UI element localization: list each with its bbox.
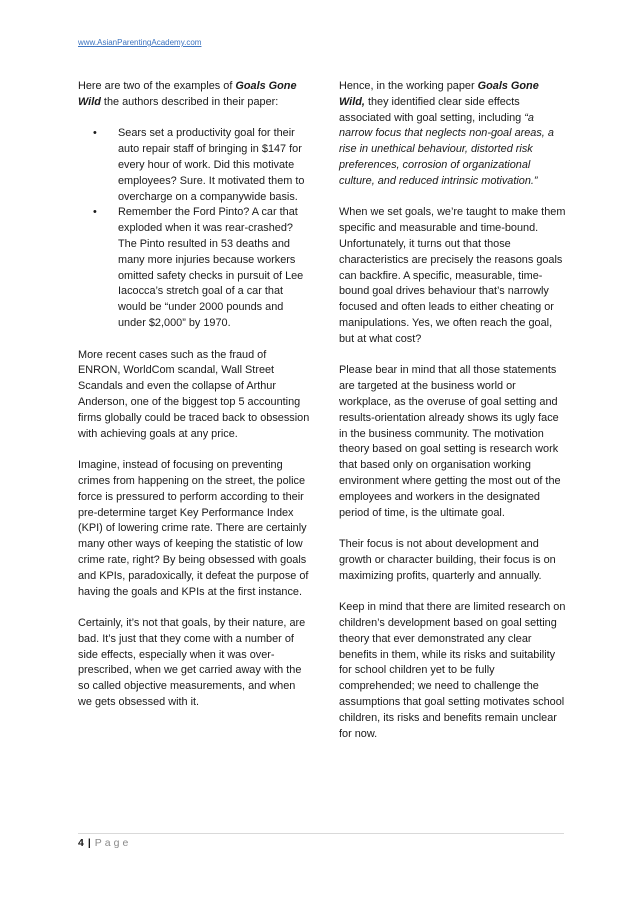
list-item-text: Remember the Ford Pinto? A car that exploded when it was rear-crashed? The Pinto resulted in 53 deaths and many more injuries because workers omitted safety checks in pursuit of Lee Iacocca’s stretch goal of a car that would be “under 2000 pounds and under $2,000” by 1970. bbox=[118, 206, 304, 329]
hence-paragraph bbox=[339, 79, 567, 190]
focus-paragraph: Their focus is not about development and growth or character building, their focus is on maximizing profits, quarterly and annually. bbox=[339, 538, 556, 582]
paper-title: Goals Gone Wild, bbox=[339, 80, 539, 108]
page-label: Page bbox=[94, 837, 132, 849]
bullet-icon: • bbox=[93, 127, 97, 140]
examples-list bbox=[78, 126, 310, 331]
specific-paragraph: When we set goals, we’re taught to make them specific and measurable and time-bound. Unfortunately, it turns out that those characteristics are precisely the reasons goals can backfire. A specific, measurable, time-bound goal drives behaviour that’s narrowly focused and often leads to either cheating or manipulations. Yes, we often reach the goal, but at what cost? bbox=[339, 206, 566, 345]
list-item-text: Sears set a productivity goal for their auto repair staff of bringing in $147 for every hour of work. Did this motivate employees? Sure. It motivated them to overcharge on a companywide basis. bbox=[118, 127, 305, 203]
hence-text-middle: they identified clear side effects associated with goal setting, including bbox=[339, 95, 525, 124]
keep-in-mind-paragraph: Keep in mind that there are limited research on children’s development based on goal setting theory that ever demonstrated any clear benefits in them, while its risks and suitability for school children yet to be fully comprehended; we need to challenge the assumptions that goal setting motivates school children, its risks and benefits remain unclear for now. bbox=[339, 601, 566, 740]
page-number: 4 bbox=[78, 837, 84, 849]
footer-divider bbox=[78, 833, 564, 834]
list-item-sears bbox=[78, 126, 310, 205]
paper-title: Goals Gone Wild bbox=[78, 80, 297, 108]
header-url-link[interactable]: www.AsianParentingAcademy.com bbox=[78, 38, 202, 47]
list-item-pinto bbox=[78, 205, 310, 331]
intro-paragraph bbox=[78, 79, 310, 111]
page-footer bbox=[78, 837, 131, 849]
left-column bbox=[78, 79, 310, 711]
footer-separator: | bbox=[87, 837, 91, 849]
certainly-paragraph: Certainly, it’s not that goals, by their nature, are bad. It’s just that they come with a number of side effects, especially when it was over-prescribed, when we get carried away with the so called objective measurements, and when we gets obsessed with it. bbox=[78, 617, 306, 709]
right-column bbox=[339, 79, 567, 742]
cases-paragraph: More recent cases such as the fraud of ENRON, WorldCom scandal, Wall Street Scandals and even the collapse of Arthur Anderson, one of the biggest top 5 accounting firms globally could be traced back to obsession with achieving goals at any price. bbox=[78, 348, 310, 440]
side-effects-quote: “a narrow focus that neglects non-goal areas, a rise in unethical behaviour, distorted risk preferences, corrosion of organizational culture, and reduced intrinsic motivation.” bbox=[339, 111, 554, 187]
hence-text-before: Hence, in the working paper bbox=[339, 80, 478, 92]
police-paragraph: Imagine, instead of focusing on preventing crimes from happening on the street, the police force is pressured to perform according to their pre-determine target Key Performance Index (KPI) of lowering crime rate. There are certainly many other ways of keeping the statistic of low crime rate, right? By being obsessed with goals and KPIs, paradoxically, it defeat the purpose of having the goals and KPIs at the first instance. bbox=[78, 459, 309, 598]
intro-text-after: the authors described in their paper: bbox=[100, 95, 279, 108]
bullet-icon: • bbox=[93, 206, 97, 219]
bear-in-mind-paragraph: Please bear in mind that all those statements are targeted at the business world or workplace, as the overuse of goal setting and results-orientation already shows its ugly face in the business community. The motivation theory based on goal setting is research work that based only on organisation working environment where getting the most out of the employees and workers in the designated period of time, is the ultimate goal. bbox=[339, 364, 561, 519]
intro-text-before: Here are two of the examples of bbox=[78, 80, 236, 92]
